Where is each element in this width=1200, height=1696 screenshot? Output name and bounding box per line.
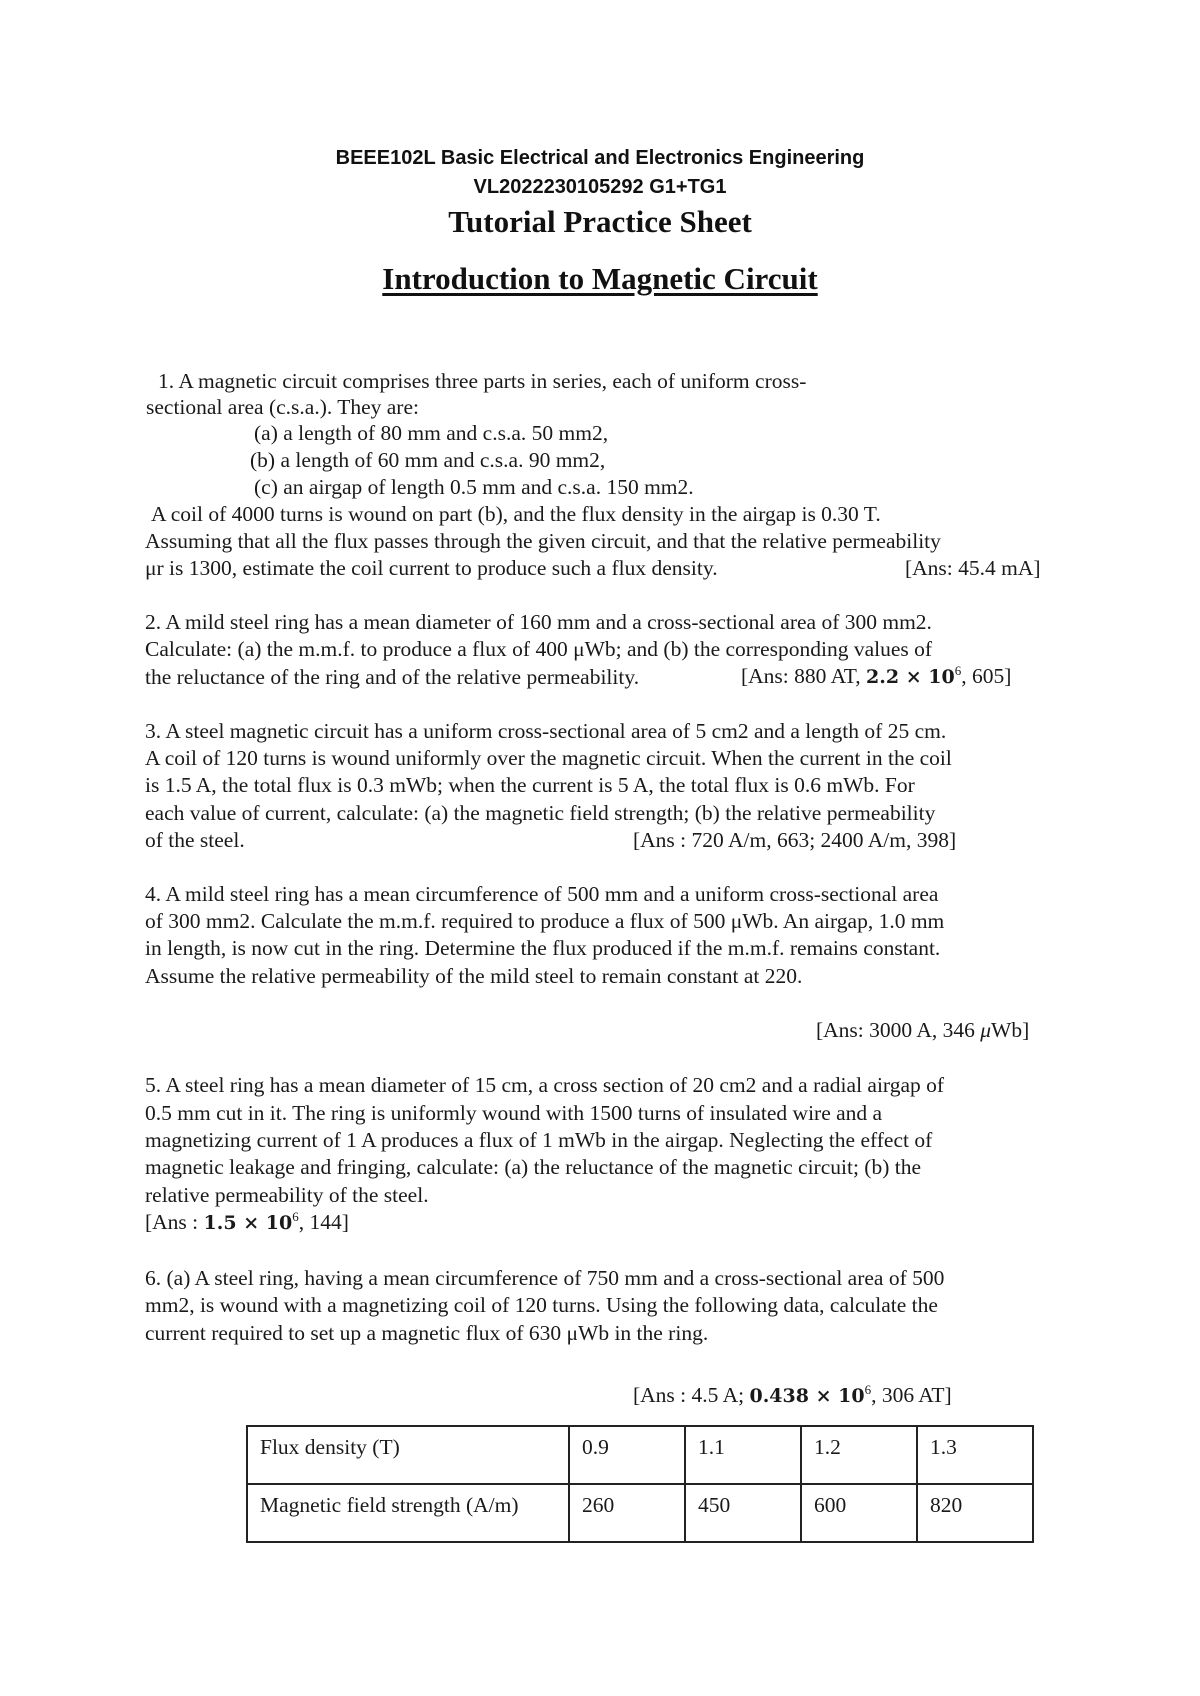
q6-answer-exponent: 6 xyxy=(864,1382,872,1397)
q5-line: relative permeability of the steel. xyxy=(145,1183,429,1207)
q6-line: current required to set up a magnetic flux of 630 μWb in the ring. xyxy=(145,1321,709,1345)
table-row xyxy=(247,1484,1033,1542)
q3-answer: [Ans : 720 A/m, 663; 2400 A/m, 398] xyxy=(633,828,957,852)
q6-answer-suffix: , 306 AT] xyxy=(871,1383,952,1407)
table-row-header: Flux density (T) xyxy=(247,1426,569,1484)
q4-answer xyxy=(816,1018,1029,1043)
sheet-subtitle: Introduction to Magnetic Circuit xyxy=(382,261,818,296)
q2-answer-exponent: 6 xyxy=(954,663,962,678)
sheet-title: Tutorial Practice Sheet xyxy=(448,204,752,239)
q1-line: Assuming that all the flux passes through the given circuit, and that the relative permeability xyxy=(145,529,941,553)
table-cell: 260 xyxy=(569,1484,685,1542)
q2-answer xyxy=(741,664,1011,689)
q5-answer-math: 1.5 × 10 xyxy=(203,1212,293,1234)
q3-line: of the steel. xyxy=(145,828,245,852)
q5-answer xyxy=(145,1210,349,1235)
q2-line: the reluctance of the ring and of the relative permeability. xyxy=(145,665,640,689)
class-code: VL2022230105292 G1+TG1 xyxy=(473,176,727,198)
q4-line: 4. A mild steel ring has a mean circumference of 500 mm and a uniform cross-sectional area xyxy=(145,882,939,906)
q4-line: in length, is now cut in the ring. Determine the flux produced if the m.m.f. remains constant. xyxy=(145,936,941,960)
table-row xyxy=(247,1426,1033,1484)
q6-answer-prefix: [Ans : 4.5 A; xyxy=(633,1383,750,1407)
table-cell: 450 xyxy=(685,1484,801,1542)
q1-line: (c) an airgap of length 0.5 mm and c.s.a. 150 mm2. xyxy=(254,475,694,499)
q5-line: magnetic leakage and fringing, calculate: (a) the reluctance of the magnetic circuit; (b) the xyxy=(145,1155,922,1179)
q1-line: 1. A magnetic circuit comprises three parts in series, each of uniform cross- xyxy=(158,369,807,393)
q2-answer-prefix: [Ans: 880 AT, xyxy=(741,664,867,688)
q3-line: is 1.5 A, the total flux is 0.3 mWb; when the current is 5 A, the total flux is 0.6 mWb. For xyxy=(145,773,915,797)
q1-line: A coil of 4000 turns is wound on part (b), and the flux density in the airgap is 0.30 T. xyxy=(151,502,881,526)
q2-line: 2. A mild steel ring has a mean diameter of 160 mm and a cross-sectional area of 300 mm2. xyxy=(145,610,932,634)
table-cell: 1.2 xyxy=(801,1426,917,1484)
table-cell: 1.1 xyxy=(685,1426,801,1484)
q1-line: μr is 1300, estimate the coil current to produce such a flux density. xyxy=(145,556,718,580)
q2-answer-math: 2.2 × 10 xyxy=(866,666,955,688)
q4-answer-prefix: [Ans: 3000 A, 346 xyxy=(816,1018,981,1042)
q6-answer xyxy=(633,1383,952,1408)
q2-line: Calculate: (a) the m.m.f. to produce a flux of 400 μWb; and (b) the corresponding values of xyxy=(145,637,933,661)
q6-line: mm2, is wound with a magnetizing coil of 120 turns. Using the following data, calculate the xyxy=(145,1293,938,1317)
q1-line: sectional area (c.s.a.). They are: xyxy=(146,395,419,419)
table-cell: 0.9 xyxy=(569,1426,685,1484)
q5-line: magnetizing current of 1 A produces a flux of 1 mWb in the airgap. Neglecting the effect of xyxy=(145,1128,933,1152)
q1-answer: [Ans: 45.4 mA] xyxy=(905,556,1041,580)
q4-line: of 300 mm2. Calculate the m.m.f. required to produce a flux of 500 μWb. An airgap, 1.0 mm xyxy=(145,909,945,933)
q1-line: (a) a length of 80 mm and c.s.a. 50 mm2, xyxy=(254,421,609,445)
q3-line: 3. A steel magnetic circuit has a uniform cross-sectional area of 5 cm2 and a length of 25 cm. xyxy=(145,719,947,743)
course-title: BEEE102L Basic Electrical and Electronics Engineering xyxy=(335,147,865,169)
q3-line: each value of current, calculate: (a) the magnetic field strength; (b) the relative permeability xyxy=(145,801,936,825)
table-cell: 600 xyxy=(801,1484,917,1542)
q6-answer-math: 0.438 × 10 xyxy=(749,1385,865,1407)
q3-line: A coil of 120 turns is wound uniformly over the magnetic circuit. When the current in the coil xyxy=(145,746,952,770)
q5-answer-prefix: [Ans : xyxy=(145,1210,204,1234)
table-cell: 1.3 xyxy=(917,1426,1033,1484)
table-row-header: Magnetic field strength (A/m) xyxy=(247,1484,569,1542)
q4-answer-mu: μ xyxy=(980,1018,992,1042)
q5-answer-exponent: 6 xyxy=(292,1209,299,1224)
q1-line: (b) a length of 60 mm and c.s.a. 90 mm2, xyxy=(250,448,606,472)
q6-line: 6. (a) A steel ring, having a mean circumference of 750 mm and a cross-sectional area of 500 xyxy=(145,1266,945,1290)
table-cell: 820 xyxy=(917,1484,1033,1542)
q4-line: Assume the relative permeability of the mild steel to remain constant at 220. xyxy=(145,964,803,988)
q5-line: 5. A steel ring has a mean diameter of 15 cm, a cross section of 20 cm2 and a radial airgap of xyxy=(145,1073,945,1097)
q5-line: 0.5 mm cut in it. The ring is uniformly wound with 1500 turns of insulated wire and a xyxy=(145,1101,883,1125)
q2-answer-suffix: , 605] xyxy=(961,664,1012,688)
q4-answer-suffix: Wb] xyxy=(991,1018,1030,1042)
q5-answer-suffix: , 144] xyxy=(298,1210,349,1234)
data-table xyxy=(246,1425,1034,1543)
